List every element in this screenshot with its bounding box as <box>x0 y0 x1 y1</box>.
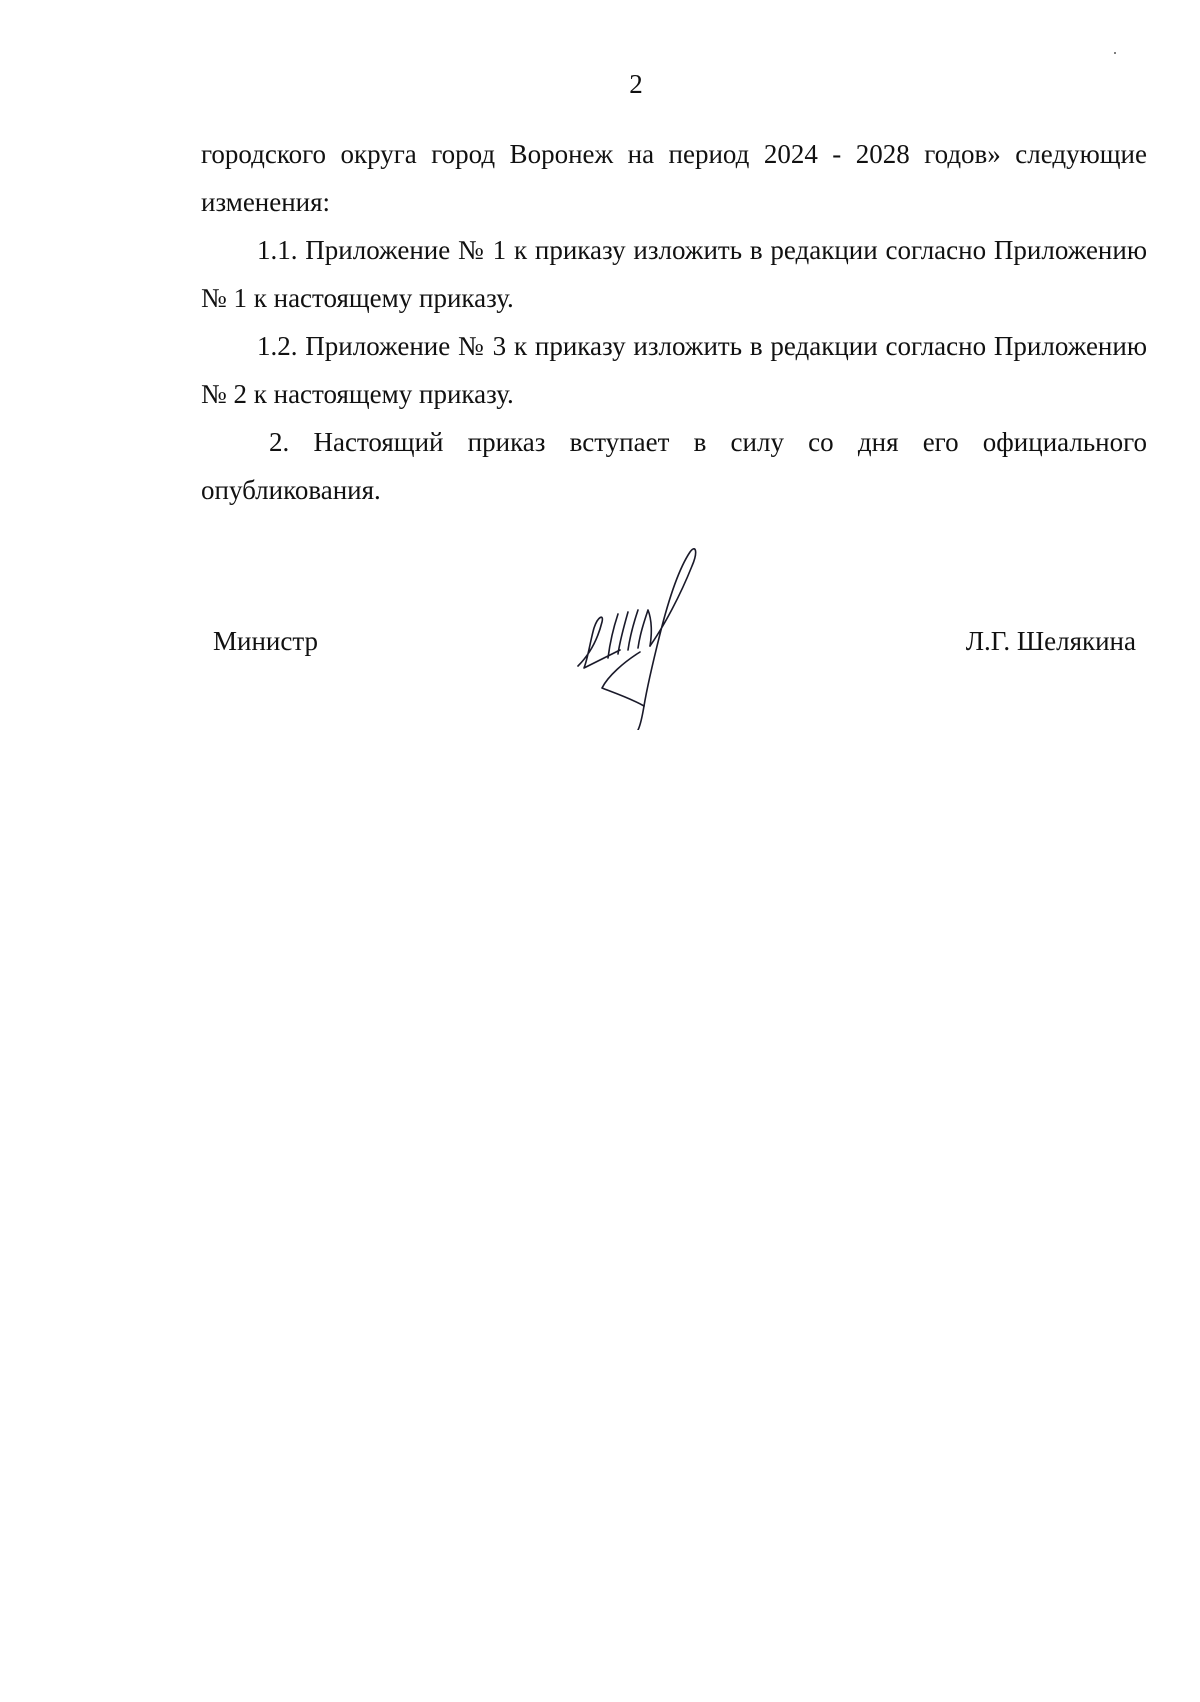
document-body <box>201 130 1147 514</box>
paragraph-item-1-2: 1.2. Приложение № 3 к приказу изложить в редакции согласно Приложению № 2 к настоящему приказу. <box>201 331 1147 409</box>
signer-name: Л.Г. Шелякина <box>965 626 1136 656</box>
signer-position: Министр <box>213 626 318 656</box>
paragraph-item-1-1: 1.1. Приложение № 1 к приказу изложить в редакции согласно Приложению № 1 к настоящему приказу. <box>201 235 1147 313</box>
paragraph-item-2: 2. Настоящий приказ вступает в силу со дня его официального опубликования. <box>201 427 1147 505</box>
paragraph-continuation: городского округа город Воронеж на период 2024 - 2028 годов» следующие изменения: <box>201 139 1147 217</box>
scan-artifact <box>1114 52 1116 54</box>
signature-block <box>0 610 1200 740</box>
handwritten-signature <box>568 530 728 730</box>
page-number: 2 <box>629 69 643 99</box>
